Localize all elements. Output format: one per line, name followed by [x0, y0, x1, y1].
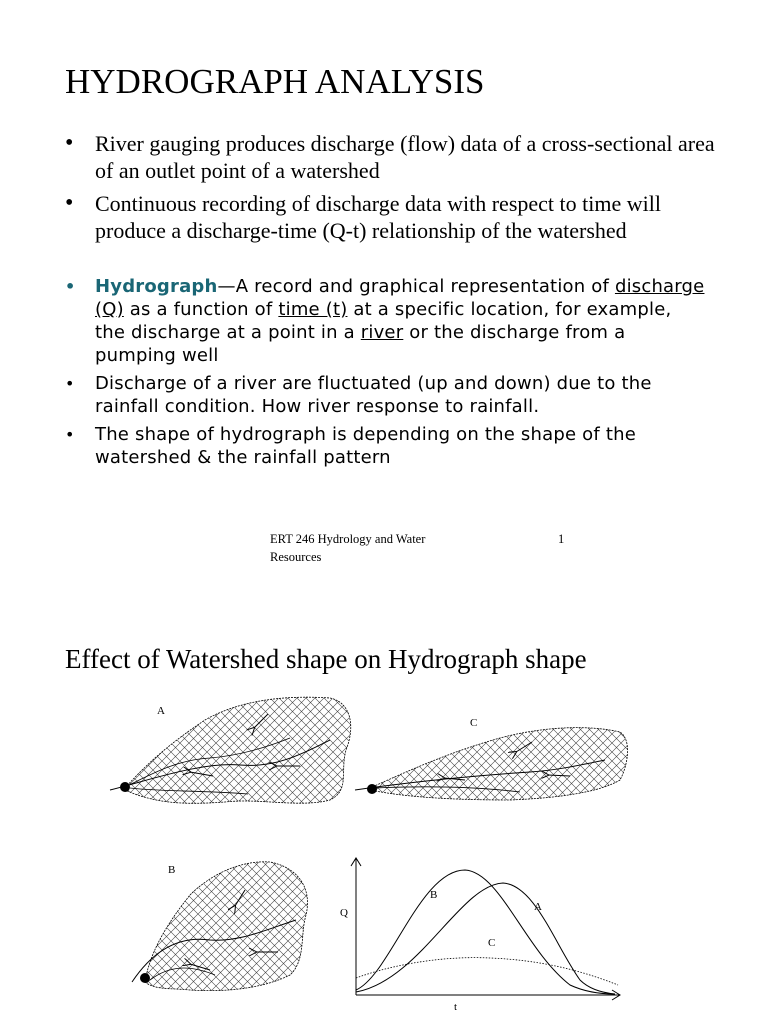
watershed-label-b: B	[168, 864, 176, 876]
bullet-text: Continuous recording of discharge data with respect to time will produce a discharge-time (Q-t) relationship of the watershed	[95, 191, 661, 243]
definition-text	[95, 275, 705, 367]
slide-title: HYDROGRAPH ANALYSIS	[65, 62, 485, 101]
curve-label-b: B	[430, 889, 438, 901]
page-number: 1	[558, 532, 565, 546]
river-link[interactable]: river	[360, 322, 404, 343]
hydrograph-graph	[340, 858, 620, 1013]
watershed-label-c: C	[470, 717, 478, 729]
bullet-dot-icon: •	[65, 374, 75, 393]
bullet-dot-icon: •	[65, 130, 74, 156]
definition-part: or the discharge from a pumping well	[95, 322, 626, 366]
bullet-text: The shape of hydrograph is depending on the shape of the watershed & the rainfall pattern	[95, 424, 636, 468]
bullet-dot-icon: •	[65, 277, 76, 296]
bullet-text: River gauging produces discharge (flow) data of a cross-sectional area of an outlet point of a watershed	[95, 131, 715, 183]
definition-part: as a function of	[123, 299, 279, 320]
bullet-text: Discharge of a river are fluctuated (up and down) due to the rainfall condition. How river response to rainfall.	[95, 373, 652, 417]
slide-footer: ERT 246 Hydrology and Water Resources	[270, 532, 426, 564]
bullet-dot-icon: •	[65, 190, 74, 216]
curve-label-a: A	[534, 901, 542, 913]
watershed-label-a: A	[157, 705, 165, 717]
definition-part: —A record and graphical representation of	[217, 276, 615, 297]
bullet-dot-icon: •	[65, 425, 75, 444]
discharge-link[interactable]: discharge (Q)	[95, 276, 705, 320]
y-axis-label: Q	[340, 907, 348, 919]
hydrograph-term: Hydrograph	[95, 276, 218, 297]
curve-label-c: C	[488, 937, 496, 949]
definition-part: at a specific location, for example, the discharge at a point in a	[95, 299, 672, 343]
curve-c	[356, 958, 618, 985]
slide-title-2: Effect of Watershed shape on Hydrograph shape	[65, 644, 587, 674]
curve-a	[356, 883, 615, 994]
watershed-b	[132, 862, 308, 991]
watershed-diagram	[0, 680, 768, 1024]
watershed-c	[355, 717, 628, 800]
watershed-a	[110, 697, 351, 803]
time-link[interactable]: time (t)	[278, 299, 348, 320]
x-axis-label: t	[454, 1001, 458, 1013]
